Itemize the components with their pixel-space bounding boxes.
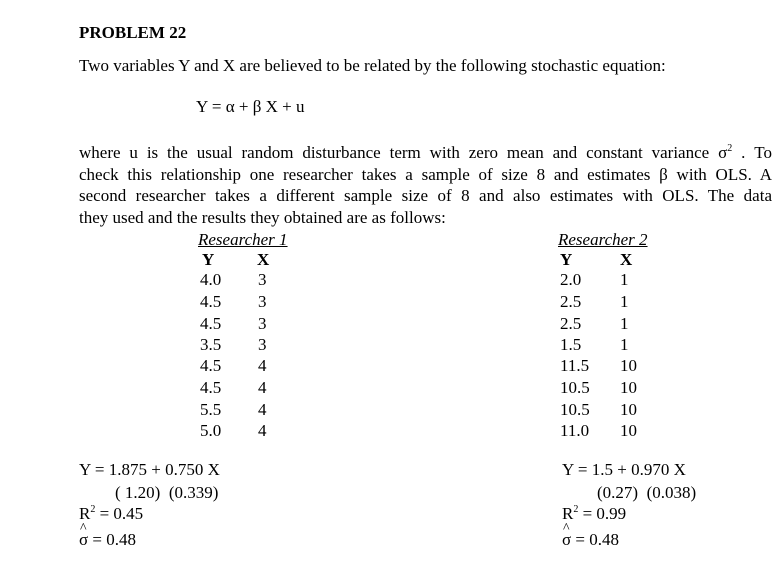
r2-x-cell: 10 [620,421,637,440]
r1-x-cell: 3 [258,292,267,311]
researcher-2-sigma-hat: ^ σ = 0.48 [562,530,619,550]
researcher-2-col-y: Y [560,250,573,269]
r1-x-cell: 4 [258,356,267,375]
r2-x-cell: 1 [620,335,629,354]
r2-y-cell: 10.5 [560,400,590,419]
r1-y-cell: 5.5 [200,400,222,419]
r2-y-cell: 1.5 [560,335,582,354]
r2-y-cell: 10.5 [560,378,590,397]
researcher-1-sigma-hat: ^ σ = 0.48 [79,530,136,550]
r1-y-cell: 5.0 [200,421,222,440]
problem-title: PROBLEM 22 [79,23,187,42]
r2-x-cell: 1 [620,292,629,311]
researcher-2-col-x: X [620,250,633,269]
r2-x-cell: 10 [620,356,637,375]
researcher-1-col-y: Y [202,250,215,269]
r1-y-cell: 4.5 [200,378,222,397]
paragraph-line-1: where u is the usual random disturbance term with zero mean and constant variance $\sigma^2$ . To [79,143,772,162]
r2-y-cell: 11.0 [560,421,590,440]
researcher-1-standard-errors: ( 1.20) (0.339) [115,483,219,502]
r1-y-cell: 4.5 [200,314,222,333]
r2-x-cell: 10 [620,378,637,397]
r1-x-cell: 4 [258,378,267,397]
r1-x-cell: 3 [258,314,267,333]
r1-x-cell: 3 [258,335,267,354]
description-paragraph [79,142,772,228]
researcher-1-r-squared: $R^2 = 0.45$ [79,504,144,523]
r2-y-cell: 2.0 [560,270,582,289]
researcher-2-r-squared: $R^2 = 0.99$ [562,504,627,523]
r2-x-cell: 10 [620,400,637,419]
model-equation: Y = α + β X + u [196,97,305,116]
researcher-1-estimated-equation: Y = 1.875 + 0.750 X [79,460,220,479]
r1-y-cell: 4.0 [200,270,222,289]
r1-y-cell: 4.5 [200,292,222,311]
paragraph-line-4: they used and the results they obtained are as follows: [79,207,446,227]
r2-y-cell: 2.5 [560,292,582,311]
r2-y-cell: 11.5 [560,356,590,375]
r1-x-cell: 4 [258,400,267,419]
r1-y-cell: 4.5 [200,356,222,375]
paragraph-line-2: check this relationship one researcher takes a sample of size 8 and estimates β with OLS. A [79,164,772,184]
r1-x-cell: 4 [258,421,267,440]
r1-y-cell: 3.5 [200,335,222,354]
researcher-2-estimated-equation: Y = 1.5 + 0.970 X [562,460,686,479]
researcher-2-standard-errors: (0.27) (0.038) [597,483,697,502]
paragraph-line-3: second researcher takes a different sample size of 8 and also estimates with OLS. The data [79,186,772,205]
r1-x-cell: 3 [258,270,267,289]
intro-text: Two variables Y and X are believed to be related by the following stochastic equation: [79,56,666,75]
r2-y-cell: 2.5 [560,314,582,333]
r2-x-cell: 1 [620,270,629,289]
researcher-2-title: Researcher 2 [558,230,648,249]
r2-x-cell: 1 [620,314,629,333]
researcher-1-title: Researcher 1 [198,230,288,249]
researcher-1-col-x: X [257,250,270,269]
